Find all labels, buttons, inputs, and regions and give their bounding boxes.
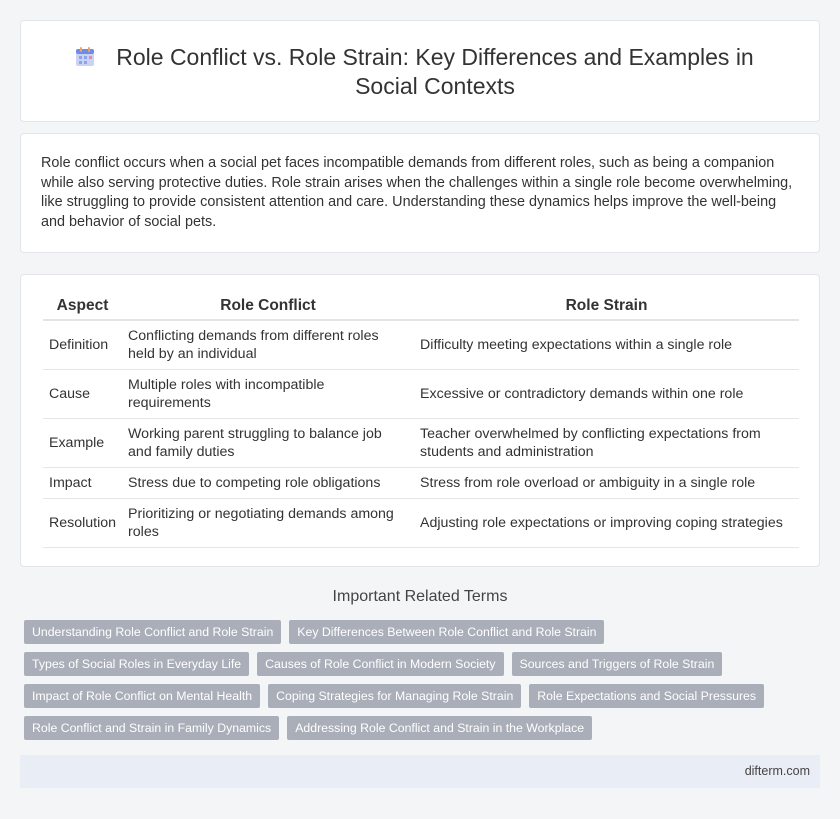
header-aspect: Aspect (43, 297, 122, 321)
related-term-tag[interactable]: Causes of Role Conflict in Modern Society (257, 652, 503, 676)
table-row (43, 468, 799, 499)
strain-cell: Teacher overwhelmed by conflicting expectations from students and administration (414, 419, 799, 468)
conflict-cell: Prioritizing or negotiating demands among roles (122, 499, 414, 548)
strain-cell: Adjusting role expectations or improving coping strategies (414, 499, 799, 548)
conflict-cell: Conflicting demands from different roles held by an individual (122, 321, 414, 370)
comparison-table (43, 297, 799, 548)
related-term-tag[interactable]: Key Differences Between Role Conflict and Role Strain (289, 620, 604, 644)
related-term-tag[interactable]: Types of Social Roles in Everyday Life (24, 652, 249, 676)
aspect-cell: Resolution (43, 499, 122, 548)
table-row (43, 419, 799, 468)
related-terms-title: Important Related Terms (332, 588, 508, 605)
aspect-cell: Impact (43, 468, 122, 499)
related-terms-list (24, 620, 814, 740)
conflict-cell: Stress due to competing role obligations (122, 468, 414, 499)
intro-paragraph: Role conflict occurs when a social pet faces incompatible demands from different roles, such as being a companion while also serving protective duties. Role strain arises when the challenges within a single role become overwhelming, like struggling to provide consistent attention and care. Understanding these dynamics helps improve the well-being and behavior of social pets. (41, 155, 793, 230)
page-title: Role Conflict vs. Role Strain: Key Differences and Examples in Social Contexts (116, 44, 754, 99)
header-role-strain: Role Strain (414, 297, 799, 321)
footer (20, 755, 820, 788)
conflict-cell: Working parent struggling to balance job and family duties (122, 419, 414, 468)
comparison-table-card (20, 274, 820, 567)
related-term-tag[interactable]: Sources and Triggers of Role Strain (512, 652, 723, 676)
related-term-tag[interactable]: Coping Strategies for Managing Role Strain (268, 684, 521, 708)
table-header-row (43, 297, 799, 321)
strain-cell: Difficulty meeting expectations within a single role (414, 321, 799, 370)
related-term-tag[interactable]: Addressing Role Conflict and Strain in the Workplace (287, 716, 592, 740)
table-row (43, 499, 799, 548)
aspect-cell: Example (43, 419, 122, 468)
related-term-tag[interactable]: Role Expectations and Social Pressures (529, 684, 764, 708)
header-card (20, 20, 820, 122)
table-row (43, 370, 799, 419)
intro-card (20, 133, 820, 253)
related-term-tag[interactable]: Role Conflict and Strain in Family Dynamics (24, 716, 279, 740)
aspect-cell: Cause (43, 370, 122, 419)
footer-site-link[interactable]: difterm.com (744, 764, 810, 778)
table-row (43, 321, 799, 370)
header-role-conflict: Role Conflict (122, 297, 414, 321)
aspect-cell: Definition (43, 321, 122, 370)
conflict-cell: Multiple roles with incompatible requirements (122, 370, 414, 419)
related-term-tag[interactable]: Impact of Role Conflict on Mental Health (24, 684, 260, 708)
strain-cell: Excessive or contradictory demands within one role (414, 370, 799, 419)
related-term-tag[interactable]: Understanding Role Conflict and Role Strain (24, 620, 281, 644)
strain-cell: Stress from role overload or ambiguity in a single role (414, 468, 799, 499)
